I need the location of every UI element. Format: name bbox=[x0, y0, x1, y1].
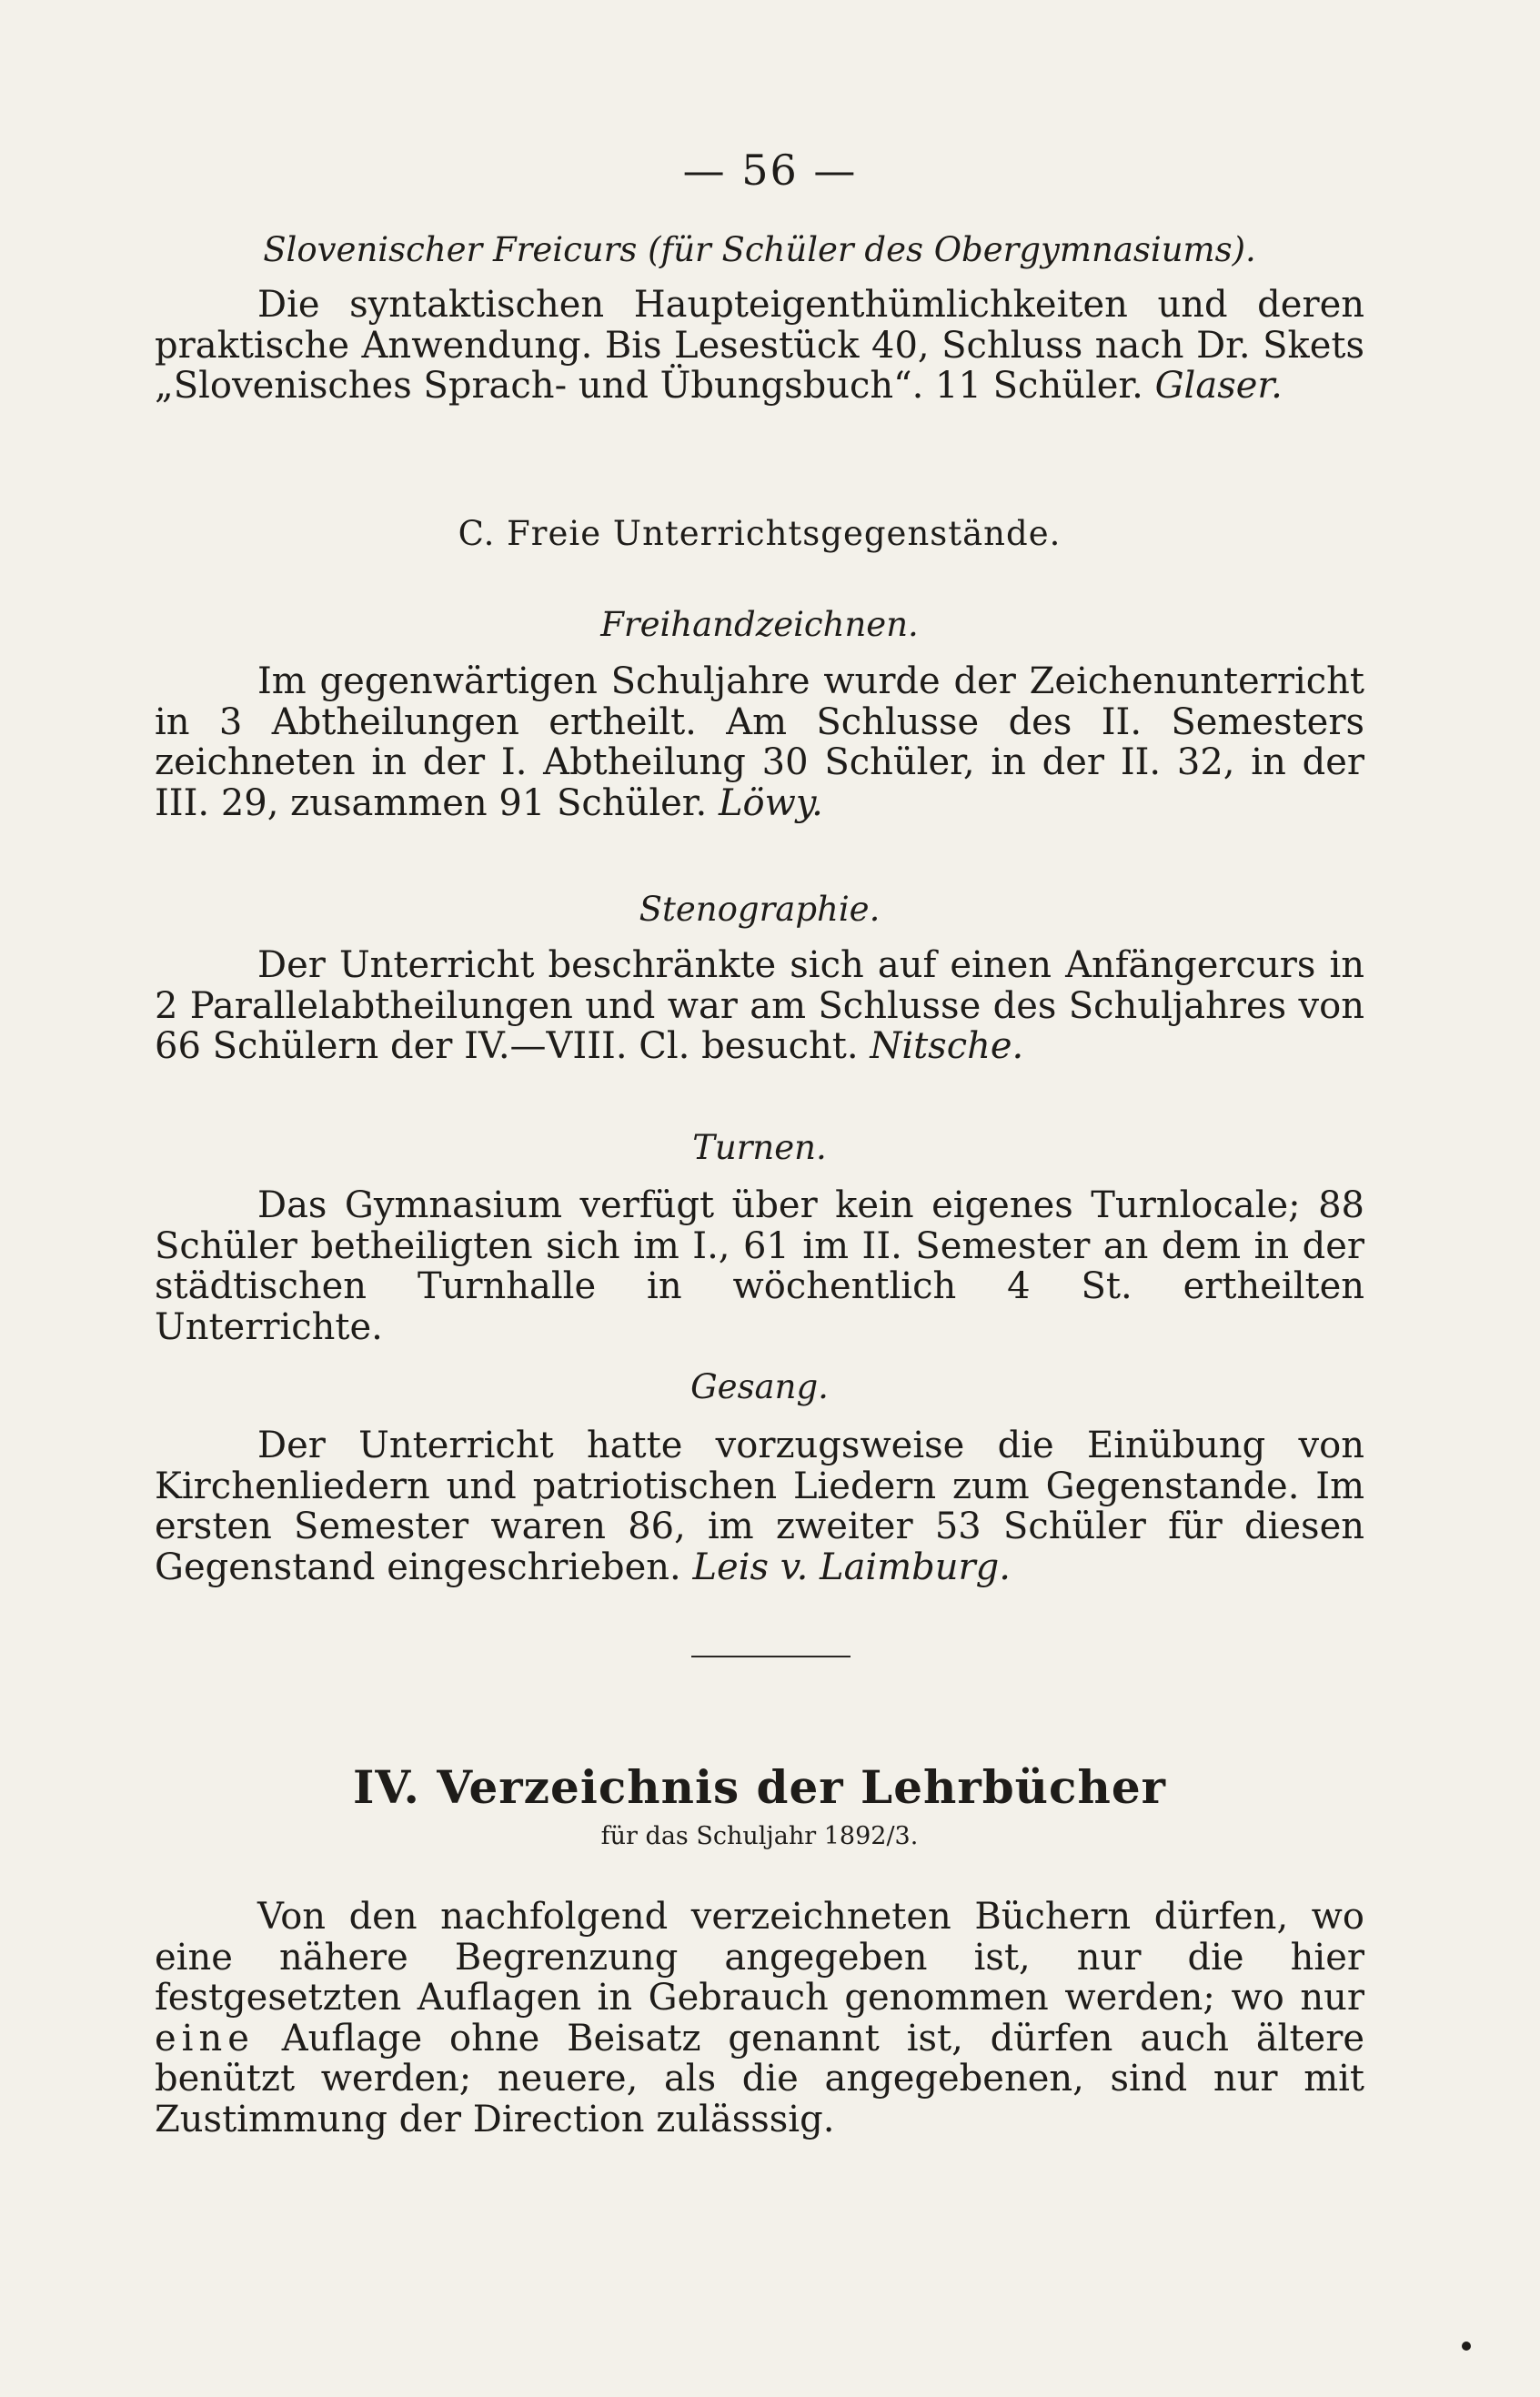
gesang-paragraph bbox=[155, 1425, 1364, 1587]
section-c-title: C. Freie Unterrichtsgegenstände. bbox=[458, 514, 1062, 553]
chapter-iv-paragraph bbox=[155, 1897, 1364, 2140]
turnen-text: Das Gymnasium verfügt über kein eigenes Turnlocale; 88 Schüler betheiligten sich im I., 61 im II. Semester an dem in der städtischen Turnhalle in wöchentlich 4 St. ertheilten Unterrichte. bbox=[155, 1184, 1364, 1348]
chapter-iv-text-end: Auflage ohne Beisatz genannt ist, dürfen auch ältere benützt werden; neuere, als die angegebenen, sind nur mit Zustimmung der Direction zulässsig. bbox=[155, 2017, 1365, 2140]
section-divider bbox=[691, 1656, 851, 1657]
steno-paragraph bbox=[155, 945, 1364, 1067]
gesang-text: Der Unterricht hatte vorzugsweise die Einübung von Kirchenliedern und patriotischen Liedern zum Gegenstande. Im ersten Semester waren 86, im zweiter 53 Schüler für diesen Gegenstand eingeschrieben. bbox=[155, 1425, 1364, 1588]
freihand-text: Im gegenwärtigen Schuljahre wurde der Zeichenunterricht in 3 Abtheilungen ertheilt. Am Schlusse des II. Semesters zeichneten in der I. Abtheilung 30 Schüler, in der II. 32, in der III. 29, zusammen 91 Schüler. bbox=[155, 660, 1364, 824]
ink-speck bbox=[1462, 2342, 1471, 2351]
slovenian-course-teacher: Glaser. bbox=[1154, 365, 1283, 407]
steno-heading: Stenographie. bbox=[639, 890, 881, 929]
page-number: — 56 — bbox=[682, 146, 858, 195]
chapter-iv-subtitle: für das Schuljahr 1892/3. bbox=[600, 1822, 919, 1850]
chapter-iv-title: IV. Verzeichnis der Lehrbücher bbox=[353, 1760, 1166, 1814]
gesang-heading: Gesang. bbox=[690, 1367, 829, 1406]
turnen-heading: Turnen. bbox=[692, 1128, 827, 1167]
chapter-iv-text-emphasis: eine bbox=[155, 2017, 255, 2060]
steno-teacher: Nitsche. bbox=[870, 1025, 1024, 1067]
slovenian-course-heading: Slovenischer Freicurs (für Schüler des Obergymnasiums). bbox=[263, 230, 1256, 269]
freihand-teacher: Löwy. bbox=[718, 781, 823, 824]
freihand-paragraph bbox=[155, 661, 1364, 823]
chapter-iv-text-start: Von den nachfolgend verzeichneten Büchern dürfen, wo eine nähere Begrenzung angegeben ist, nur die hier festgesetzten Auflagen in Gebrauch genommen werden; wo nur bbox=[155, 1896, 1364, 2019]
slovenian-course-text: Die syntaktischen Haupteigenthümlichkeiten und deren praktische Anwendung. Bis Lesestück 40, Schluss nach Dr. Skets „Slovenisches Sprach- und Übungsbuch“. 11 Schüler. bbox=[155, 284, 1364, 407]
steno-text: Der Unterricht beschränkte sich auf einen Anfängercurs in 2 Parallelabtheilungen und war am Schlusse des Schuljahres von 66 Schülern der IV.—VIII. Cl. besucht. bbox=[155, 944, 1364, 1067]
freihand-heading: Freihandzeichnen. bbox=[600, 605, 919, 644]
slovenian-course-paragraph bbox=[155, 285, 1364, 407]
gesang-teacher: Leis v. Laimburg. bbox=[692, 1546, 1011, 1588]
turnen-paragraph bbox=[155, 1185, 1364, 1347]
